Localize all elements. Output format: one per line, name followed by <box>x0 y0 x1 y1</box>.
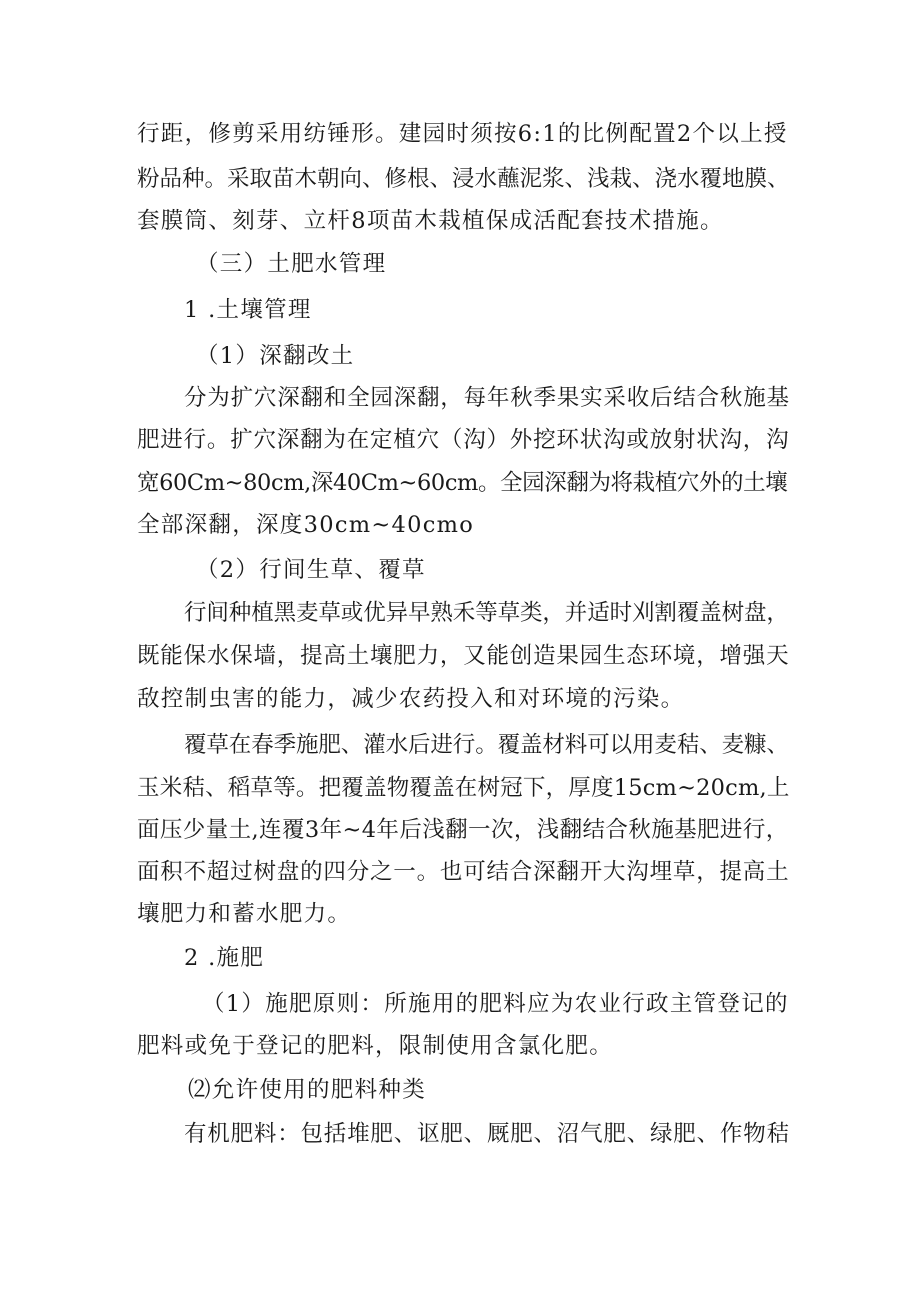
body-text-line: 粉品种。采取苗木朝向、修根、浸水蘸泥浆、浅栽、浇水覆地膜、 <box>137 166 790 192</box>
body-text-line: 覆草在春季施肥、灌水后进行。覆盖材料可以用麦秸、麦糠、 <box>184 732 789 758</box>
body-text-line: 既能保水保墙，提高土壤肥力，又能创造果园生态环境，增强天 <box>137 643 790 669</box>
body-text-line: 有机肥料：包括堆肥、讴肥、厩肥、沼气肥、绿肥、作物秸 <box>184 1121 790 1147</box>
body-text-line: 肥进行。扩穴深翻为在定植穴（沟）外挖环状沟或放射状沟，沟 <box>137 427 790 453</box>
subsection-heading: 1 .土壤管理 <box>184 297 312 323</box>
subsection-heading: 2 .施肥 <box>184 945 265 971</box>
body-text-line: 分为扩穴深翻和全园深翻，每年秋季果实采收后结合秋施基 <box>184 385 790 411</box>
item-heading: （1）深翻改土 <box>196 343 355 369</box>
body-text-line: 套膜筒、刻芽、立杆8项苗木栽植保成活配套技术措施。 <box>137 208 724 234</box>
body-text-line: 肥料或免于登记的肥料，限制使用含氯化肥。 <box>137 1033 614 1059</box>
item-heading: （2）行间生草、覆草 <box>196 557 426 583</box>
body-text-line: （1）施肥原则：所施用的肥料应为农业行政主管登记的 <box>202 991 789 1017</box>
body-text-line: 全部深翻，深度30cm~40cmo <box>137 512 475 538</box>
body-text-line: 行距，修剪采用纺锤形。建园时须按6:1的比例配置2个以上授 <box>137 121 788 147</box>
body-text-line: 面积不超过树盘的四分之一。也可结合深翻开大沟埋草，提高土 <box>137 859 790 885</box>
body-text-line: 行间种植黑麦草或优异早熟禾等草类，并适时刈割覆盖树盘， <box>184 600 789 626</box>
body-text-line: 玉米秸、稻草等。把覆盖物覆盖在树冠下，厚度15cm~20cm,上 <box>137 775 790 801</box>
body-text-line: 敌控制虫害的能力，减少农药投入和对环境的污染。 <box>137 686 685 712</box>
section-heading: （三）土肥水管理 <box>196 251 387 277</box>
body-text-line: 面压少量土,连覆3年~4年后浅翻一次，浅翻结合秋施基肥进行， <box>137 817 789 843</box>
body-text-line: 壤肥力和蓄水肥力。 <box>137 901 352 927</box>
body-text-line: 宽60Cm~80cm,深40Cm~60cm。全园深翻为将栽植穴外的土壤 <box>137 470 788 496</box>
item-heading: ⑵允许使用的肥料种类 <box>188 1077 427 1103</box>
